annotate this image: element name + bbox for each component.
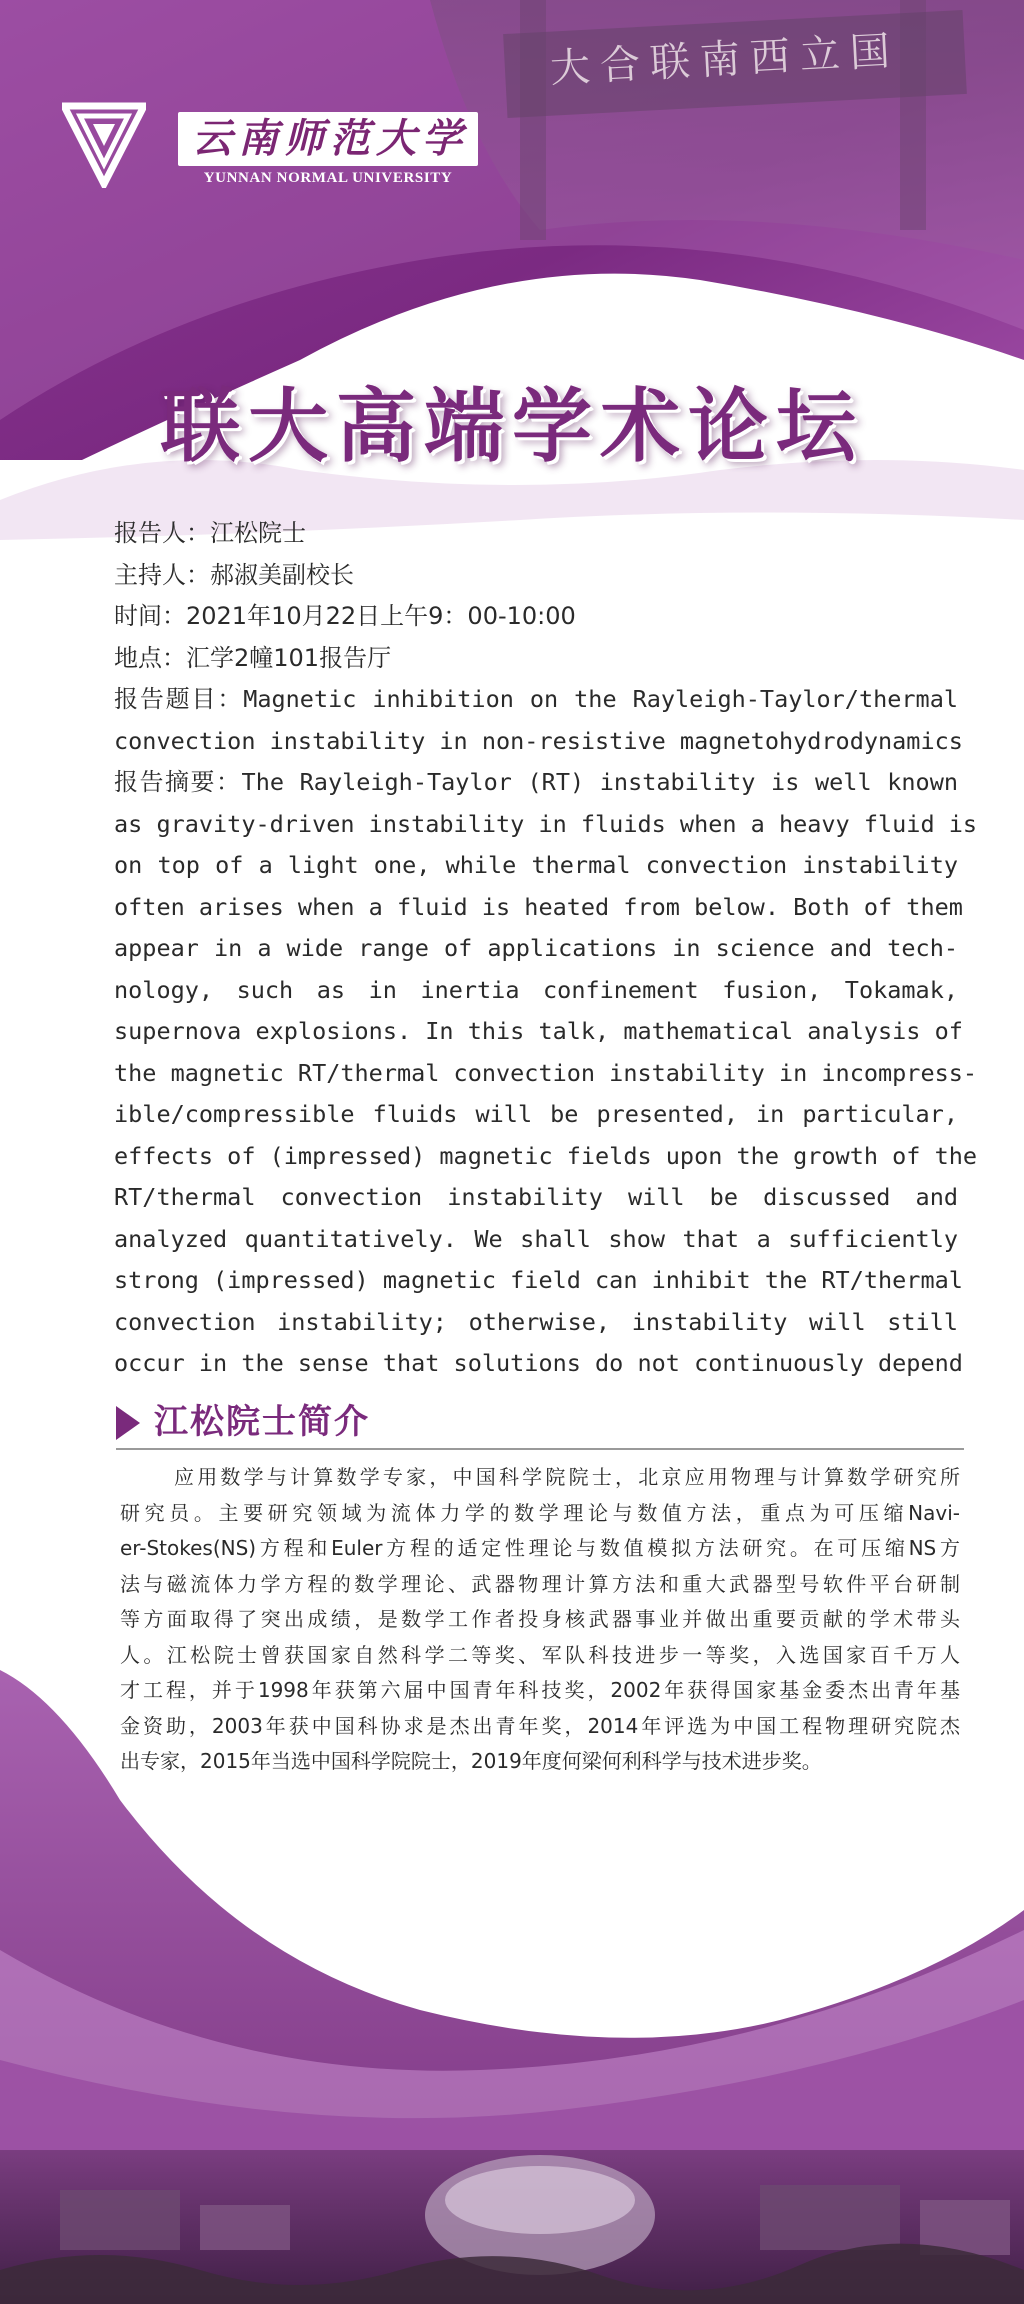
bio-line: 法与磁流体力学方程的数学理论、武器物理计算方法和重大武器型号软件平台研制 [120,1571,960,1596]
abstract-line: supernova explosions. In this talk, mathematical analysis of [114,1017,963,1045]
university-name-en: YUNNAN NORMAL UNIVERSITY [203,170,453,186]
bio-line: 研究员。主要研究领域为流体力学的数学理论与数值方法，重点为可压缩Navi- [120,1500,960,1525]
abstract-line: on top of a light one, while thermal convection instability [114,851,958,879]
bio-line: 人。江松院士曾获国家自然科学二等奖、军队科技进步一等奖，入选国家百千万人 [120,1642,960,1667]
abstract-line: nology, such as in inertia confinement fusion, Tokamak, [114,975,958,1004]
abstract-line: appear in a wide range of applications in science and tech- [114,934,958,962]
university-logo-icon [62,102,146,188]
topic [114,679,963,762]
bio-line: 应用数学与计算数学专家，中国科学院院士，北京应用物理与计算数学研究所 [174,1465,960,1489]
abstract-line: effects of (impressed) magnetic fields upon the growth of the [114,1141,978,1170]
lecture-info [114,513,978,1385]
topic-label: 报告题目： [114,685,244,713]
abstract-line: strong (impressed) magnetic field can inhibit the RT/thermal [114,1266,963,1294]
abstract-line [114,762,958,804]
abstract-line: convection instability; otherwise, instability will still [114,1307,958,1336]
bio-body [120,1460,960,1780]
forum-title: 联大高端学术论坛 [160,380,864,473]
abstract-line: as gravity-driven instability in fluids when a heavy fluid is [114,809,978,838]
building-1 [60,2190,180,2250]
time-line [114,596,958,638]
host-value: 郝淑美副校长 [210,560,354,589]
bio-line: 等方面取得了突出成绩，是数学工作者投身核武器事业并做出重要贡献的学术带头 [120,1607,960,1631]
place-line [114,638,958,680]
abstract [114,762,978,1385]
abstract-text: The Rayleigh-Taylor (RT) instability is well known [241,768,958,796]
speaker-line [114,513,958,555]
host-label: 主持人： [114,560,210,589]
abstract-label: 报告摘要： [114,768,242,796]
bio-line: 金资助，2003年获中国科协求是杰出青年奖，2014年评选为中国工程物理研究院杰 [120,1713,960,1738]
abstract-line: RT/thermal convection instability will be discussed and [114,1183,958,1211]
host-line [114,555,958,597]
building-3 [760,2185,900,2250]
bio-line: 才工程，并于1998年获第六届中国青年科技奖，2002年获得国家基金委杰出青年基 [120,1678,960,1702]
speaker-label: 报告人： [114,519,210,547]
topic-text: Magnetic inhibition on the Rayleigh-Taylor/thermal [243,685,958,713]
time-value: 2021年10月22日上午9：00-10:00 [186,602,576,630]
building-2 [200,2205,290,2250]
gate-sign-text: 大合联南西立国 [549,27,901,93]
stadium-roof [445,2166,635,2234]
time-label: 时间： [114,602,186,630]
topic-line [114,679,958,721]
university-name-cn [178,112,478,166]
triangle-bullet-icon [116,1406,140,1440]
abstract-line: analyzed quantitatively. We shall show that a sufficiently [114,1224,958,1253]
speaker-value: 江松院士 [210,519,306,547]
abstract-line: occur in the sense that solutions do not continuously depend [114,1349,963,1377]
bio-line: 出专家，2015年当选中国科学院院士，2019年度何梁何利科学与技术进步奖。 [120,1749,822,1773]
topic-line: convection instability in non-resistive magnetohydrodynamics [114,726,963,755]
place-label: 地点： [114,643,186,672]
bio-line: er-Stokes(NS)方程和Euler方程的适定性理论与数值模拟方法研究。在可压缩NS方 [120,1536,960,1560]
place-value: 汇学2幢101报告厅 [186,643,392,672]
bio-heading-text: 江松院士简介 [154,1402,370,1442]
university-name-cn-text: 云南师范大学 [192,115,468,162]
abstract-line: often arises when a fluid is heated from below. Both of them [114,892,963,921]
bio-heading [116,1400,964,1450]
abstract-line: the magnetic RT/thermal convection instability in incompress- [114,1058,978,1087]
abstract-line: ible/compressible fluids will be presented, in particular, [114,1100,958,1128]
